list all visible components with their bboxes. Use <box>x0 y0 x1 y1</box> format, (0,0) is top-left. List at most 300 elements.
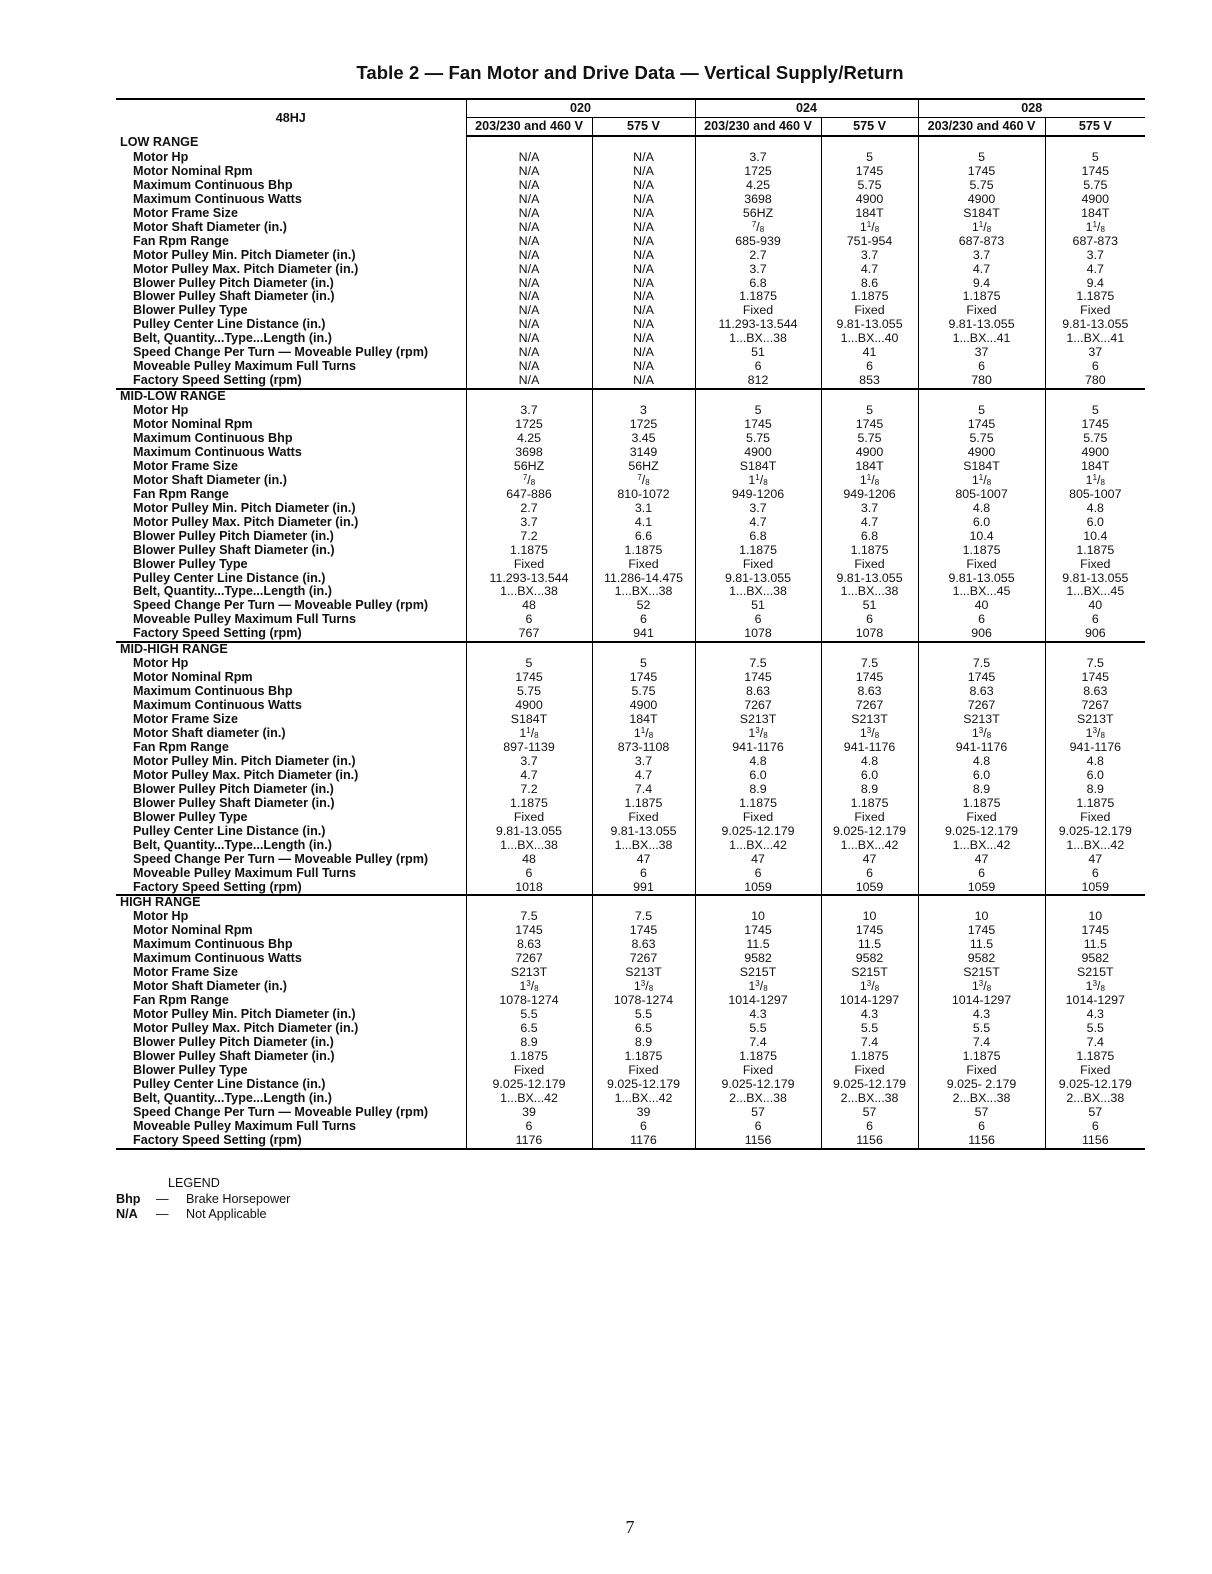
value-cell: Fixed <box>592 558 695 572</box>
value-cell: 6 <box>466 867 592 881</box>
value-cell: 10.4 <box>1045 530 1145 544</box>
value-cell: 57 <box>821 1106 918 1120</box>
value-cell: 5.75 <box>466 685 592 699</box>
value-cell: 9.025-12.179 <box>918 825 1045 839</box>
value-cell: 1...BX...42 <box>1045 839 1145 853</box>
value-cell: 9.81-13.055 <box>466 825 592 839</box>
value-cell: 1745 <box>592 924 695 938</box>
row-label: Speed Change Per Turn — Moveable Pulley (rpm) <box>133 346 429 360</box>
value-cell: 1...BX...38 <box>695 332 821 346</box>
row-label: Motor Frame Size <box>133 459 238 473</box>
value-cell: 47 <box>592 853 695 867</box>
value-cell: N/A <box>592 374 695 389</box>
value-cell: 40 <box>918 599 1045 613</box>
value-cell: 6 <box>592 1120 695 1134</box>
table-row <box>116 599 1145 613</box>
table-row <box>116 404 1145 418</box>
value-cell: N/A <box>466 290 592 304</box>
value-cell: 2.7 <box>695 249 821 263</box>
empty-cell <box>918 389 1045 404</box>
value-cell: 1059 <box>918 881 1045 896</box>
table-row <box>116 304 1145 318</box>
table-row <box>116 277 1145 291</box>
value-cell: 3.1 <box>592 502 695 516</box>
value-cell: 9.025-12.179 <box>466 1078 592 1092</box>
value-cell: 4.3 <box>1045 1008 1145 1022</box>
value-cell: 991 <box>592 881 695 896</box>
value-cell: 7.5 <box>592 910 695 924</box>
voltage-header: 203/230 and 460 V <box>695 118 821 137</box>
value-cell: 8.63 <box>466 938 592 952</box>
value-cell: Fixed <box>918 304 1045 318</box>
value-cell: 1745 <box>821 671 918 685</box>
empty-cell <box>1045 136 1145 151</box>
value-cell: 4.8 <box>695 755 821 769</box>
row-label: Moveable Pulley Maximum Full Turns <box>133 1119 357 1133</box>
value-cell: 1014-1297 <box>695 994 821 1008</box>
value-cell: 1...BX...45 <box>918 585 1045 599</box>
row-label: Motor Pulley Min. Pitch Diameter (in.) <box>133 248 356 262</box>
value-cell: S215T <box>1045 966 1145 980</box>
value-cell: 7.5 <box>821 657 918 671</box>
value-cell: 11.286-14.475 <box>592 572 695 586</box>
legend-title: LEGEND <box>168 1176 220 1190</box>
value-cell: 184T <box>592 713 695 727</box>
value-cell: 1.1875 <box>1045 290 1145 304</box>
value-cell: Fixed <box>695 1064 821 1078</box>
value-cell: 5.5 <box>1045 1022 1145 1036</box>
row-label: Factory Speed Setting (rpm) <box>116 881 466 896</box>
value-cell: 1156 <box>918 1134 1045 1149</box>
table-row <box>116 432 1145 446</box>
table-row <box>116 516 1145 530</box>
value-cell: $1^3/_8$ <box>1045 727 1145 741</box>
table-row <box>116 853 1145 867</box>
table-row <box>116 839 1145 853</box>
row-label: Blower Pulley Shaft Diameter (in.) <box>133 290 335 304</box>
value-cell: 11.5 <box>918 938 1045 952</box>
value-cell: 4900 <box>918 193 1045 207</box>
value-cell: S215T <box>695 966 821 980</box>
value-cell: 6 <box>1045 613 1145 627</box>
value-cell: 5 <box>918 404 1045 418</box>
value-cell: 9.025-12.179 <box>821 825 918 839</box>
row-label: Motor Hp <box>133 910 189 924</box>
value-cell: 9.025-12.179 <box>695 1078 821 1092</box>
value-cell: 1...BX...41 <box>1045 332 1145 346</box>
value-cell: 9.025-12.179 <box>1045 1078 1145 1092</box>
table-row <box>116 657 1145 671</box>
value-cell: 184T <box>1045 460 1145 474</box>
value-cell: 6 <box>821 360 918 374</box>
value-cell: Fixed <box>695 304 821 318</box>
value-cell: 5.75 <box>1045 179 1145 193</box>
value-cell: 48 <box>466 599 592 613</box>
table-row <box>116 755 1145 769</box>
row-label: Motor Pulley Min. Pitch Diameter (in.) <box>133 754 356 768</box>
value-cell: N/A <box>466 235 592 249</box>
legend <box>116 1175 290 1222</box>
value-cell: Fixed <box>466 1064 592 1078</box>
row-label: Blower Pulley Shaft Diameter (in.) <box>133 1049 335 1063</box>
table-row <box>116 474 1145 488</box>
row-label: Motor Pulley Max. Pitch Diameter (in.) <box>133 768 359 782</box>
value-cell: 5.75 <box>592 685 695 699</box>
value-cell: 810-1072 <box>592 488 695 502</box>
value-cell: 41 <box>821 346 918 360</box>
table-row <box>116 585 1145 599</box>
value-cell: $1^1/_8$ <box>918 221 1045 235</box>
value-cell: 7.5 <box>1045 657 1145 671</box>
table-row <box>116 263 1145 277</box>
value-cell: 1745 <box>821 418 918 432</box>
row-label: Moveable Pulley Maximum Full Turns <box>133 866 357 880</box>
row-label: Fan Rpm Range <box>133 994 229 1008</box>
row-label: Motor Hp <box>133 150 189 164</box>
table-row <box>116 713 1145 727</box>
table-row <box>116 867 1145 881</box>
value-cell: N/A <box>466 249 592 263</box>
value-cell: 11.5 <box>821 938 918 952</box>
value-cell: 10 <box>918 910 1045 924</box>
value-cell: 5.75 <box>918 179 1045 193</box>
value-cell: 1156 <box>695 1134 821 1149</box>
value-cell: $1^3/_8$ <box>821 980 918 994</box>
table-row <box>116 938 1145 952</box>
value-cell: 4900 <box>821 446 918 460</box>
table-row <box>116 980 1145 994</box>
voltage-header: 203/230 and 460 V <box>918 118 1045 137</box>
value-cell: 4.7 <box>695 516 821 530</box>
legend-meaning: Not Applicable <box>186 1207 267 1221</box>
value-cell: 184T <box>821 207 918 221</box>
value-cell: 941-1176 <box>695 741 821 755</box>
value-cell: 1014-1297 <box>821 994 918 1008</box>
value-cell: Fixed <box>1045 304 1145 318</box>
value-cell: 8.9 <box>1045 783 1145 797</box>
range-label: LOW RANGE <box>120 136 199 150</box>
empty-cell <box>1045 389 1145 404</box>
value-cell: 9.81-13.055 <box>592 825 695 839</box>
value-cell: 5 <box>592 657 695 671</box>
value-cell: 1...BX...42 <box>918 839 1045 853</box>
value-cell: 57 <box>918 1106 1045 1120</box>
value-cell: 1.1875 <box>592 797 695 811</box>
empty-cell <box>821 389 918 404</box>
value-cell: 6 <box>821 613 918 627</box>
value-cell: 805-1007 <box>918 488 1045 502</box>
value-cell: N/A <box>592 290 695 304</box>
value-cell: 5.75 <box>821 179 918 193</box>
value-cell: $1^1/_8$ <box>918 474 1045 488</box>
value-cell: 7267 <box>592 952 695 966</box>
voltage-header: 575 V <box>821 118 918 137</box>
value-cell: 8.63 <box>1045 685 1145 699</box>
value-cell: 9.025-12.179 <box>1045 825 1145 839</box>
value-cell: 9.81-13.055 <box>918 318 1045 332</box>
empty-cell <box>592 389 695 404</box>
value-cell: 39 <box>466 1106 592 1120</box>
value-cell: 906 <box>1045 627 1145 642</box>
value-cell: S213T <box>1045 713 1145 727</box>
value-cell: 5.5 <box>466 1008 592 1022</box>
row-label: Pulley Center Line Distance (in.) <box>133 318 326 332</box>
value-cell: 1.1875 <box>918 797 1045 811</box>
table-row <box>116 418 1145 432</box>
table-row <box>116 910 1145 924</box>
value-cell: 6.5 <box>592 1022 695 1036</box>
value-cell: 7267 <box>1045 699 1145 713</box>
row-label: Maximum Continuous Bhp <box>133 685 293 699</box>
value-cell: 873-1108 <box>592 741 695 755</box>
value-cell: 3.7 <box>466 516 592 530</box>
value-cell: 1059 <box>695 881 821 896</box>
row-label: Fan Rpm Range <box>133 234 229 248</box>
value-cell: 780 <box>1045 374 1145 389</box>
value-cell: $1^1/_8$ <box>1045 221 1145 235</box>
value-cell: 1078 <box>821 627 918 642</box>
value-cell: 1...BX...42 <box>466 1092 592 1106</box>
row-label: Motor Pulley Min. Pitch Diameter (in.) <box>133 501 356 515</box>
row-label: Speed Change Per Turn — Moveable Pulley (rpm) <box>133 852 429 866</box>
value-cell: 3.7 <box>918 249 1045 263</box>
range-label: MID-HIGH RANGE <box>120 642 228 657</box>
row-label: Motor Frame Size <box>133 713 238 727</box>
value-cell: 941-1176 <box>821 741 918 755</box>
value-cell: 4.7 <box>821 516 918 530</box>
row-label: Factory Speed Setting (rpm) <box>116 627 466 642</box>
row-label: Blower Pulley Shaft Diameter (in.) <box>133 796 335 810</box>
value-cell: 6.8 <box>695 277 821 291</box>
row-label: Motor Pulley Max. Pitch Diameter (in.) <box>133 515 359 529</box>
value-cell: 56HZ <box>695 207 821 221</box>
value-cell: $^7/_8$ <box>466 474 592 488</box>
value-cell: 9.81-13.055 <box>1045 572 1145 586</box>
value-cell: 3.7 <box>821 502 918 516</box>
value-cell: 6.0 <box>1045 769 1145 783</box>
empty-cell <box>592 895 695 910</box>
value-cell: 1.1875 <box>1045 544 1145 558</box>
value-cell: 8.9 <box>592 1036 695 1050</box>
value-cell: 949-1206 <box>821 488 918 502</box>
voltage-header: 575 V <box>1045 118 1145 137</box>
range-header-row <box>116 895 1145 910</box>
value-cell: 3.7 <box>592 755 695 769</box>
range-header-row <box>116 136 1145 151</box>
value-cell: 6 <box>918 360 1045 374</box>
value-cell: $1^3/_8$ <box>821 727 918 741</box>
value-cell: 9.025-12.179 <box>695 825 821 839</box>
table-row <box>116 360 1145 374</box>
value-cell: 1745 <box>918 165 1045 179</box>
row-label: Motor Pulley Min. Pitch Diameter (in.) <box>133 1008 356 1022</box>
row-label: Maximum Continuous Watts <box>133 699 302 713</box>
empty-cell <box>466 642 592 657</box>
value-cell: 3 <box>592 404 695 418</box>
row-label: Blower Pulley Type <box>133 304 248 318</box>
value-cell: 9.4 <box>918 277 1045 291</box>
row-label: Belt, Quantity...Type...Length (in.) <box>133 332 332 346</box>
value-cell: 6 <box>466 613 592 627</box>
row-label: Motor Nominal Rpm <box>133 164 253 178</box>
value-cell: 4900 <box>592 699 695 713</box>
row-label: Belt, Quantity...Type...Length (in.) <box>133 838 332 852</box>
value-cell: 767 <box>466 627 592 642</box>
value-cell: 853 <box>821 374 918 389</box>
value-cell: 3.7 <box>695 502 821 516</box>
value-cell: $^7/_8$ <box>592 474 695 488</box>
empty-cell <box>695 895 821 910</box>
value-cell: 4.3 <box>918 1008 1045 1022</box>
empty-cell <box>918 895 1045 910</box>
value-cell: N/A <box>592 165 695 179</box>
value-cell: 906 <box>918 627 1045 642</box>
value-cell: 4.25 <box>466 432 592 446</box>
value-cell: $^7/_8$ <box>695 221 821 235</box>
value-cell: 6 <box>695 360 821 374</box>
range-header-row <box>116 642 1145 657</box>
row-label: Motor Frame Size <box>133 966 238 980</box>
table-row <box>116 530 1145 544</box>
value-cell: 6 <box>695 867 821 881</box>
value-cell: 7.2 <box>466 530 592 544</box>
value-cell: 11.5 <box>1045 938 1145 952</box>
row-label: Blower Pulley Shaft Diameter (in.) <box>133 543 335 557</box>
value-cell: S213T <box>466 966 592 980</box>
value-cell: 7267 <box>466 952 592 966</box>
value-cell: 687-873 <box>918 235 1045 249</box>
value-cell: 685-939 <box>695 235 821 249</box>
value-cell: 3.7 <box>466 755 592 769</box>
value-cell: 949-1206 <box>695 488 821 502</box>
value-cell: N/A <box>592 318 695 332</box>
value-cell: N/A <box>592 249 695 263</box>
value-cell: 1018 <box>466 881 592 896</box>
value-cell: N/A <box>592 360 695 374</box>
value-cell: 5.5 <box>592 1008 695 1022</box>
value-cell: 3698 <box>695 193 821 207</box>
value-cell: 1...BX...38 <box>695 585 821 599</box>
table-row <box>116 572 1145 586</box>
row-label: Blower Pulley Pitch Diameter (in.) <box>133 1035 334 1049</box>
value-cell: 1...BX...38 <box>466 585 592 599</box>
value-cell: 6.0 <box>918 516 1045 530</box>
value-cell: 9.81-13.055 <box>1045 318 1145 332</box>
value-cell: 1.1875 <box>918 544 1045 558</box>
value-cell: N/A <box>466 179 592 193</box>
voltage-header: 203/230 and 460 V <box>466 118 592 137</box>
value-cell: 1156 <box>1045 1134 1145 1149</box>
value-cell: 5.5 <box>821 1022 918 1036</box>
value-cell: 47 <box>821 853 918 867</box>
value-cell: Fixed <box>821 1064 918 1078</box>
value-cell: 751-954 <box>821 235 918 249</box>
value-cell: 4.7 <box>918 263 1045 277</box>
table-row <box>116 881 1145 896</box>
table-row <box>116 1106 1145 1120</box>
value-cell: 1725 <box>695 165 821 179</box>
empty-cell <box>821 895 918 910</box>
value-cell: 8.9 <box>695 783 821 797</box>
value-cell: 1745 <box>918 418 1045 432</box>
value-cell: 1...BX...41 <box>918 332 1045 346</box>
table-row <box>116 825 1145 839</box>
value-cell: 5.5 <box>695 1022 821 1036</box>
value-cell: 4.3 <box>695 1008 821 1022</box>
value-cell: 7.4 <box>821 1036 918 1050</box>
value-cell: 8.9 <box>918 783 1045 797</box>
row-label: Pulley Center Line Distance (in.) <box>133 824 326 838</box>
value-cell: 5.75 <box>695 432 821 446</box>
table-row <box>116 685 1145 699</box>
row-label: Blower Pulley Type <box>133 557 248 571</box>
table-row <box>116 671 1145 685</box>
row-label: Moveable Pulley Maximum Full Turns <box>133 613 357 627</box>
value-cell: S213T <box>592 966 695 980</box>
value-cell: 1.1875 <box>466 544 592 558</box>
value-cell: 1.1875 <box>695 797 821 811</box>
value-cell: 1725 <box>592 418 695 432</box>
value-cell: 7.2 <box>466 783 592 797</box>
value-cell: 10 <box>1045 910 1145 924</box>
table-row <box>116 290 1145 304</box>
table-row <box>116 924 1145 938</box>
table-row <box>116 179 1145 193</box>
value-cell: 4900 <box>466 699 592 713</box>
value-cell: $1^1/_8$ <box>592 727 695 741</box>
value-cell: 9.81-13.055 <box>821 318 918 332</box>
row-label: Motor Shaft diameter (in.) <box>133 727 286 741</box>
value-cell: 8.63 <box>592 938 695 952</box>
value-cell: 56HZ <box>592 460 695 474</box>
value-cell: Fixed <box>821 304 918 318</box>
value-cell: Fixed <box>918 811 1045 825</box>
empty-cell <box>1045 895 1145 910</box>
value-cell: 1...BX...38 <box>821 585 918 599</box>
empty-cell <box>695 642 821 657</box>
value-cell: 1...BX...42 <box>821 839 918 853</box>
table-row <box>116 966 1145 980</box>
row-label: Blower Pulley Type <box>133 810 248 824</box>
value-cell: 6 <box>592 867 695 881</box>
value-cell: 9.81-13.055 <box>918 572 1045 586</box>
value-cell: 6 <box>695 613 821 627</box>
value-cell: S184T <box>918 207 1045 221</box>
row-label: Motor Hp <box>133 404 189 418</box>
value-cell: 897-1139 <box>466 741 592 755</box>
legend-dash: — <box>156 1207 169 1221</box>
value-cell: 7267 <box>695 699 821 713</box>
row-label: Blower Pulley Pitch Diameter (in.) <box>133 782 334 796</box>
value-cell: N/A <box>466 151 592 165</box>
value-cell: 647-886 <box>466 488 592 502</box>
row-label: Maximum Continuous Bhp <box>133 432 293 445</box>
value-cell: 8.9 <box>466 1036 592 1050</box>
value-cell: 812 <box>695 374 821 389</box>
value-cell: Fixed <box>1045 1064 1145 1078</box>
value-cell: N/A <box>592 235 695 249</box>
table-row <box>116 235 1145 249</box>
value-cell: 5.5 <box>918 1022 1045 1036</box>
value-cell: Fixed <box>821 811 918 825</box>
value-cell: 5 <box>918 151 1045 165</box>
value-cell: N/A <box>592 179 695 193</box>
value-cell: 1.1875 <box>592 1050 695 1064</box>
value-cell: 1745 <box>695 418 821 432</box>
value-cell: 1078-1274 <box>466 994 592 1008</box>
value-cell: 37 <box>918 346 1045 360</box>
value-cell: 4.8 <box>918 755 1045 769</box>
